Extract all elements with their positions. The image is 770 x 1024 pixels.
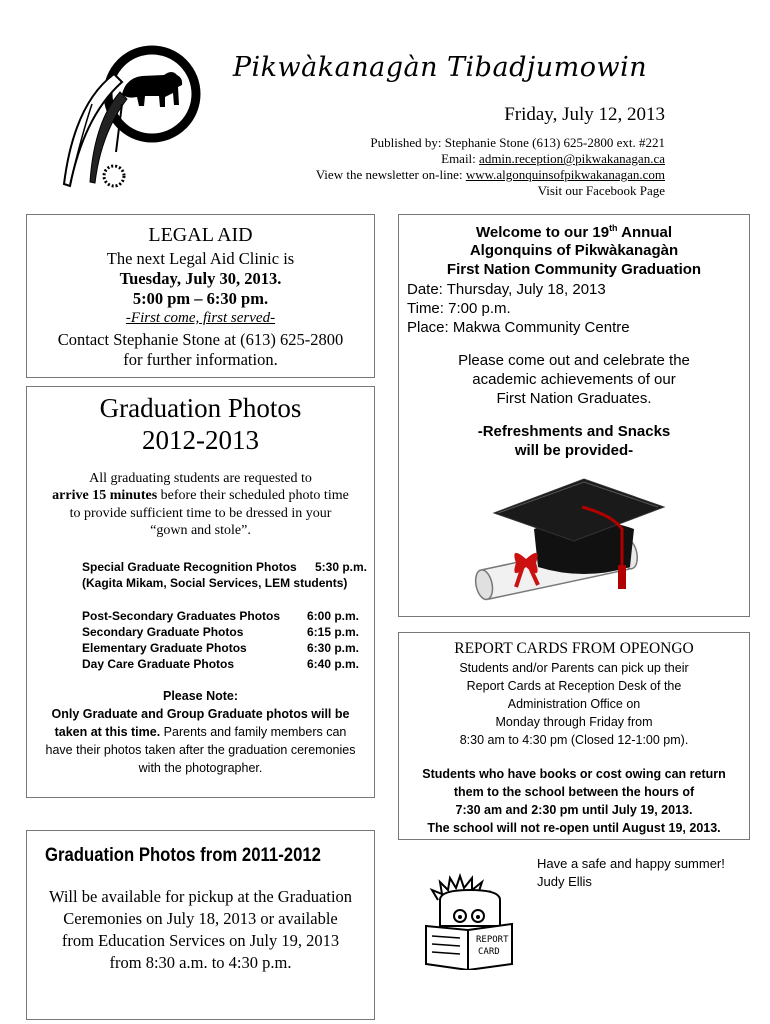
event-place: Place: Makwa Community Centre xyxy=(407,319,630,336)
welcome-heading: Algonquins of Pikwàkanagàn xyxy=(469,242,679,259)
report-cards-text: Administration Office on xyxy=(507,697,641,711)
graduation-cap-icon xyxy=(474,477,674,607)
refreshments-note: will be provided- xyxy=(514,442,634,459)
legal-aid-heading: LEGAL AID xyxy=(148,224,253,246)
event-date: Date: Thursday, July 18, 2013 xyxy=(407,281,606,298)
note-line: Only Graduate and Group Graduate photos will be xyxy=(51,707,350,721)
email-link[interactable]: admin.reception@pikwakanagan.ca xyxy=(479,151,665,166)
graduation-photos-year: 2012-2013 xyxy=(142,425,259,455)
legal-aid-date: Tuesday, July 30, 2013. xyxy=(119,269,282,288)
photos-text-line: to provide sufficient time to be dressed in your xyxy=(69,506,332,521)
legal-aid-contact: Contact Stephanie Stone at (613) 625-2800 xyxy=(57,330,344,349)
old-photos-line: Will be available for pickup at the Graduation xyxy=(48,887,353,906)
bear-feather-logo xyxy=(52,44,202,204)
photos-text-line: “gown and stole”. xyxy=(150,523,251,538)
signature-name: Judy Ellis xyxy=(537,874,592,889)
welcome-heading: Welcome to our 19th Annual xyxy=(475,223,673,241)
photos-text-line: All graduating students are requested to xyxy=(89,471,312,486)
schedule-label: Secondary Graduate Photos xyxy=(82,625,244,639)
report-cards-notice: The school will not re-open until August 19, 2013. xyxy=(427,821,721,835)
schedule-time: 6:30 p.m. xyxy=(307,641,360,655)
schedule-label: Post-Secondary Graduates Photos xyxy=(82,609,281,623)
legal-aid-line: The next Legal Aid Clinic is xyxy=(106,249,295,268)
closing-message: Have a safe and happy summer! xyxy=(537,856,725,871)
note-line: with the photographer. xyxy=(138,761,263,775)
old-photos-line: from Education Services on July 19, 2013 xyxy=(61,931,340,950)
note-heading: Please Note: xyxy=(162,689,239,703)
report-cards-text: 8:30 am to 4:30 pm (Closed 12-1:00 pm). xyxy=(459,733,689,747)
welcome-heading: First Nation Community Graduation xyxy=(446,261,702,278)
online-line: View the newsletter on-line: www.algonquinsofpikwakanagan.com xyxy=(315,167,665,182)
graduation-welcome-section xyxy=(398,214,750,617)
report-cards-heading: REPORT CARDS FROM OPEONGO xyxy=(454,640,694,657)
welcome-text: academic achievements of our xyxy=(472,371,676,388)
book-label: REPORT xyxy=(476,935,509,945)
report-cards-text: Students and/or Parents can pick up their xyxy=(459,661,689,675)
graduation-photos-heading: Graduation Photos xyxy=(99,393,302,423)
report-cards-section xyxy=(398,632,750,840)
schedule-label: Special Graduate Recognition Photos xyxy=(82,560,297,574)
email-line: Email: admin.reception@pikwakanagan.ca xyxy=(441,151,665,166)
welcome-text: First Nation Graduates. xyxy=(496,390,652,407)
report-cards-text: Monday through Friday from xyxy=(495,715,653,729)
legal-aid-section xyxy=(26,214,375,378)
published-by: Published by: Stephanie Stone (613) 625-2800 ext. #221 xyxy=(370,135,665,150)
report-cards-text: Report Cards at Reception Desk of the xyxy=(466,679,682,693)
graduation-photos-section xyxy=(26,386,375,798)
note-line: taken at this time. Parents and family members can xyxy=(54,725,347,739)
schedule-time: 6:15 p.m. xyxy=(307,625,360,639)
old-graduation-photos-section xyxy=(26,830,375,1020)
schedule-sub: (Kagita Mikam, Social Services, LEM students) xyxy=(82,576,348,590)
legal-aid-info: for further information. xyxy=(123,350,278,369)
event-time: Time: 7:00 p.m. xyxy=(407,300,511,317)
report-cards-notice: 7:30 am and 2:30 pm until July 19, 2013. xyxy=(455,803,693,817)
schedule-label: Day Care Graduate Photos xyxy=(82,657,235,671)
welcome-text: Please come out and celebrate the xyxy=(458,352,690,369)
old-photos-line: Ceremonies on July 18, 2013 or available xyxy=(63,909,338,928)
student-reading-report-card-icon xyxy=(420,860,520,970)
note-line: have their photos taken after the graduation ceremonies xyxy=(45,743,356,757)
photos-text-line: arrive 15 minutes before their scheduled photo time xyxy=(52,488,349,503)
schedule-time: 5:30 p.m. xyxy=(315,560,368,574)
report-cards-notice: Students who have books or cost owing can return xyxy=(422,767,726,781)
website-link[interactable]: www.algonquinsofpikwakanagan.com xyxy=(465,167,665,182)
issue-date: Friday, July 12, 2013 xyxy=(504,104,665,125)
schedule-time: 6:40 p.m. xyxy=(307,657,360,671)
schedule-time: 6:00 p.m. xyxy=(307,609,360,623)
refreshments-note: -Refreshments and Snacks xyxy=(477,423,671,440)
legal-aid-note: -First come, first served- xyxy=(125,310,276,326)
newsletter-title: Pikwàkanagàn Tibadjumowin xyxy=(232,52,648,83)
legal-aid-time: 5:00 pm – 6:30 pm. xyxy=(132,289,269,308)
old-photos-heading: Graduation Photos from 2011-2012 xyxy=(45,845,321,866)
schedule-label: Elementary Graduate Photos xyxy=(82,641,247,655)
report-cards-notice: them to the school between the hours of xyxy=(453,785,695,799)
facebook-link[interactable]: Visit our Facebook Page xyxy=(537,183,665,198)
old-photos-line: from 8:30 a.m. to 4:30 p.m. xyxy=(109,953,292,972)
book-label: CARD xyxy=(478,947,500,957)
